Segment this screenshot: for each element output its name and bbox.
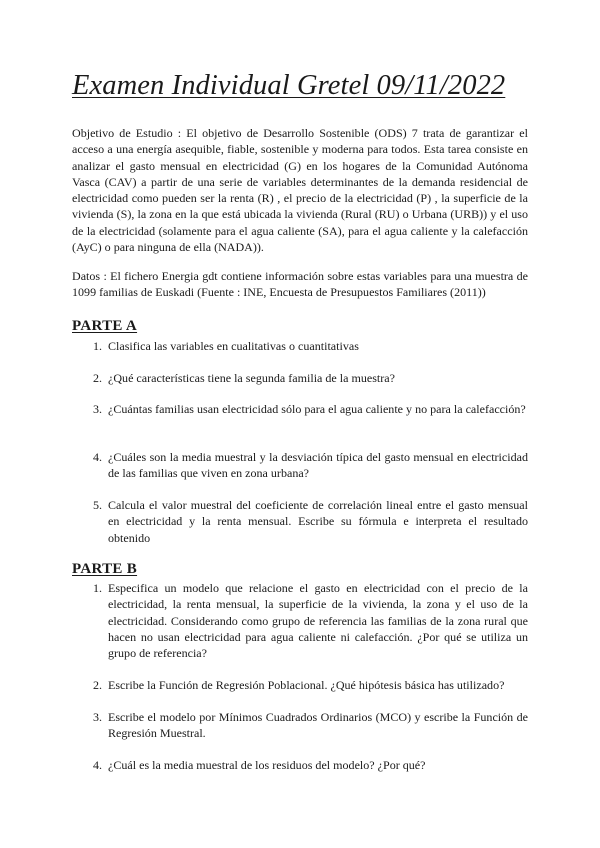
item-number: 1. [92,339,102,353]
item-number: 2. [92,678,102,692]
parte-a-item-4 [88,449,528,482]
item-number: 5. [92,498,102,512]
item-number: 4. [92,450,102,464]
item-text: ¿Cuántas familias usan electricidad sólo para el agua caliente y no para la calefacción? [108,402,526,416]
item-text: Calcula el valor muestral del coeficiente de correlación lineal entre el gasto mensual en electricidad y la renta mensual. Escribe su fórmula e interpreta el resultado obtenido [108,498,528,545]
item-text: Escribe el modelo por Mínimos Cuadrados Ordinarios (MCO) y escribe la Función de Regresión Muestral. [108,710,528,741]
parte-b-item-1 [88,580,528,661]
item-text: Especifica un modelo que relacione el gasto en electricidad con el precio de la electricidad, la renta mensual, la superficie de la vivienda, la zona y el uso de la electricidad. Considerando como grupo de referencia las familias de la zona rural que hacen no usan electricidad para agua caliente ni calefacción. ¿Por qué se utiliza un grupo de referencia? [108,581,528,661]
parte-a-heading: PARTE A [72,318,138,334]
document-title: Examen Individual Gretel 09/11/2022 [72,70,506,101]
item-number: 2. [92,371,102,385]
item-text: ¿Qué características tiene la segunda familia de la muestra? [108,371,395,385]
item-number: 3. [92,710,102,724]
parte-b-heading: PARTE B [72,561,138,577]
parte-b-item-4 [88,757,528,773]
parte-a-item-1 [88,338,528,354]
item-number: 4. [92,758,102,772]
item-text: ¿Cuál es la media muestral de los residuos del modelo? ¿Por qué? [108,758,426,772]
item-text: ¿Cuáles son la media muestral y la desviación típica del gasto mensual en electricidad de las familias que viven en zona urbana? [108,450,528,481]
item-text: Escribe la Función de Regresión Poblacional. ¿Qué hipótesis básica has utilizado? [108,678,505,692]
datos-paragraph: Datos : El fichero Energia gdt contiene información sobre estas variables para una muestra de 1099 familias de Euskadi (Fuente : INE, Encuesta de Presupuestos Familiares (2011)) [72,269,528,300]
parte-b-item-2 [88,677,528,693]
parte-a-item-5 [88,497,528,546]
parte-a-item-3 [88,401,528,417]
objetivo-paragraph: Objetivo de Estudio : El objetivo de Desarrollo Sostenible (ODS) 7 trata de garantizar el acceso a una energía asequible, fiable, sostenible y moderna para todos. Esta tarea consiste en analizar el gasto mensual en electricidad (G) en los hogares de la Comunidad Autónoma Vasca (CAV) a partir de una serie de variables determinantes de la demanda residencial de electricidad como pueden ser la renta (R) , el precio de la electricidad (P) , la superficie de la vivienda (S), la zona en la que está ubicada la vivienda (Rural (RU) o Urbana (URB)) y el uso de la electricidad (solamente para el agua caliente (SA), para el agua caliente y la calefacción (AyC) o para ninguna de ella (NADA)). [72,126,528,255]
parte-a-item-2 [88,370,528,386]
item-number: 3. [92,402,102,416]
item-text: Clasifica las variables en cualitativas o cuantitativas [108,339,359,353]
item-number: 1. [92,581,102,595]
parte-b-item-3 [88,709,528,742]
